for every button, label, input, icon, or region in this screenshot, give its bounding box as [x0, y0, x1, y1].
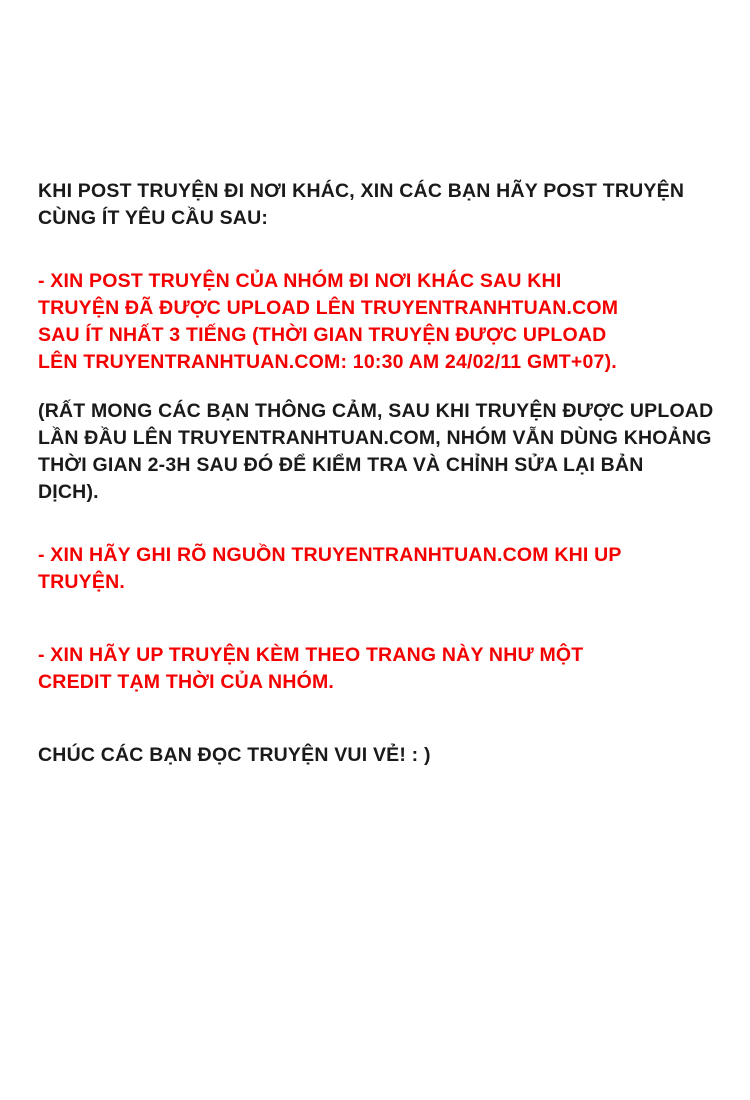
intro-line-2: CÙNG ÍT YÊU CẦU SAU:	[38, 207, 269, 229]
spacer-after-note	[38, 528, 718, 542]
request-3-line-2: CREDIT TẠM THỜI CỦA NHÓM.	[38, 671, 335, 693]
request-1-note-line-1: (RẤT MONG CÁC BẠN THÔNG CẢM, SAU KHI TRUYỆN ĐƯỢC UPLOAD	[38, 400, 714, 422]
request-1-note-line-3: THỜI GIAN 2-3H SAU ĐÓ ĐỂ KIỂM TRA VÀ CHỈNH SỬA LẠI BẢN	[38, 454, 644, 476]
request-2-line-2: TRUYỆN.	[38, 571, 125, 593]
spacer-before-closing	[38, 718, 718, 742]
request-1-note-line-4: DỊCH).	[38, 481, 99, 503]
request-3-block	[38, 642, 718, 696]
credit-text-container	[38, 178, 718, 769]
request-1-block	[38, 268, 718, 376]
request-1-line-1: - XIN POST TRUYỆN CỦA NHÓM ĐI NƠI KHÁC SAU KHI	[38, 270, 562, 292]
request-1-line-3: SAU ÍT NHẤT 3 TIẾNG (THỜI GIAN TRUYỆN ĐƯỢC UPLOAD	[38, 324, 607, 346]
intro-block	[38, 178, 718, 232]
request-1-note-block	[38, 398, 718, 506]
request-2-line-1: - XIN HÃY GHI RÕ NGUỒN TRUYENTRANHTUAN.COM KHI UP	[38, 544, 622, 566]
closing-block	[38, 742, 718, 769]
request-1-line-4: LÊN TRUYENTRANHTUAN.COM: 10:30 AM 24/02/11 GMT+07).	[38, 351, 617, 373]
spacer-before-request-3	[38, 618, 718, 642]
request-2-block	[38, 542, 718, 596]
request-3-line-1: - XIN HÃY UP TRUYỆN KÈM THEO TRANG NÀY NHƯ MỘT	[38, 644, 584, 666]
intro-line-1: KHI POST TRUYỆN ĐI NƠI KHÁC, XIN CÁC BẠN HÃY POST TRUYỆN	[38, 180, 685, 202]
request-1-note-line-2: LẦN ĐẦU LÊN TRUYENTRANHTUAN.COM, NHÓM VẪN DÙNG KHOẢNG	[38, 427, 712, 449]
closing-line-1: CHÚC CÁC BẠN ĐỌC TRUYỆN VUI VẺ! : )	[38, 744, 431, 766]
request-1-line-2: TRUYỆN ĐÃ ĐƯỢC UPLOAD LÊN TRUYENTRANHTUAN.COM	[38, 297, 619, 319]
spacer-after-intro	[38, 254, 718, 268]
